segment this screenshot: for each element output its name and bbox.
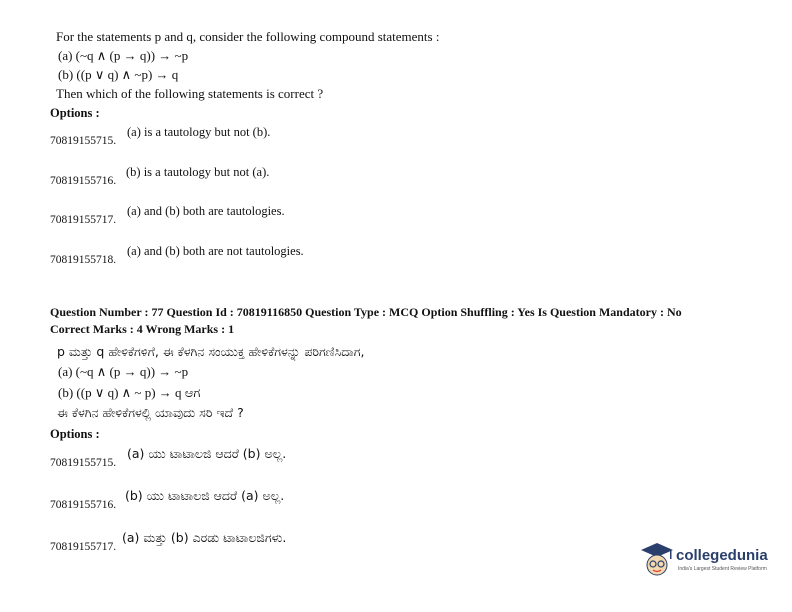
option-id: 70819155716. [50, 499, 117, 511]
option-text: (b) is a tautology but not (a). [126, 165, 270, 179]
question-prompt: Then which of the following statements is correct ? [56, 86, 324, 101]
statement-a: (a) (~q ∧ (p → q)) → ~p [58, 364, 189, 379]
options-label: Options : [50, 427, 100, 441]
option-text: (a) ಯು ಟಾಟಾಲಜಿ ಆದರೆ (b) ಅಲ್ಲ. [127, 446, 287, 461]
option-text: (a) is a tautology but not (b). [127, 125, 271, 139]
question-text: For the statements p and q, consider the following compound statements : [56, 29, 440, 44]
option-id: 70819155715. [50, 457, 117, 469]
option-id: 70819155716. [50, 175, 117, 187]
option-id: 70819155717. [50, 541, 117, 553]
option-id: 70819155717. [50, 214, 117, 226]
marks-meta: Correct Marks : 4 Wrong Marks : 1 [50, 322, 235, 336]
option-text: (a) and (b) both are tautologies. [127, 204, 285, 218]
statement-b: (b) ((p ∨ q) ∧ ~ p) → q ಆಗ [58, 385, 201, 400]
graduate-cap-icon [640, 541, 674, 579]
question-prompt-kannada: ಈ ಕೆಳಗಿನ ಹೇಳಿಕೆಗಳಲ್ಲಿ ಯಾವುದು ಸರಿ ಇದೆ ? [57, 405, 244, 420]
question-meta: Question Number : 77 Question Id : 70819116850 Question Type : MCQ Option Shuffling : Yes Is Question Mandatory : No [50, 305, 682, 319]
statement-b: (b) ((p ∨ q) ∧ ~p) → q [58, 67, 179, 82]
logo-tagline: India's Largest Student Review Platform [678, 566, 767, 572]
logo-wordmark: collegedunia [676, 547, 768, 564]
question-text-kannada: p ಮತ್ತು q ಹೇಳಿಕೆಗಳಿಗೆ, ಈ ಕೆಳಗಿನ ಸಂಯುಕ್ತ ಹೇಳಿಕೆಗಳನ್ನು ಪರಿಗಣಿಸಿದಾಗ, [57, 344, 365, 359]
option-id: 70819155715. [50, 135, 117, 147]
option-text: (a) ಮತ್ತು (b) ಎರಡು ಟಾಟಾಲಜಿಗಳು. [122, 530, 287, 545]
collegedunia-logo [640, 541, 780, 581]
statement-a: (a) (~q ∧ (p → q)) → ~p [58, 48, 189, 63]
option-text: (a) and (b) both are not tautologies. [127, 244, 304, 258]
options-label: Options : [50, 106, 100, 120]
option-id: 70819155718. [50, 254, 117, 266]
option-text: (b) ಯು ಟಾಟಾಲಜಿ ಆದರೆ (a) ಅಲ್ಲ. [125, 488, 285, 503]
